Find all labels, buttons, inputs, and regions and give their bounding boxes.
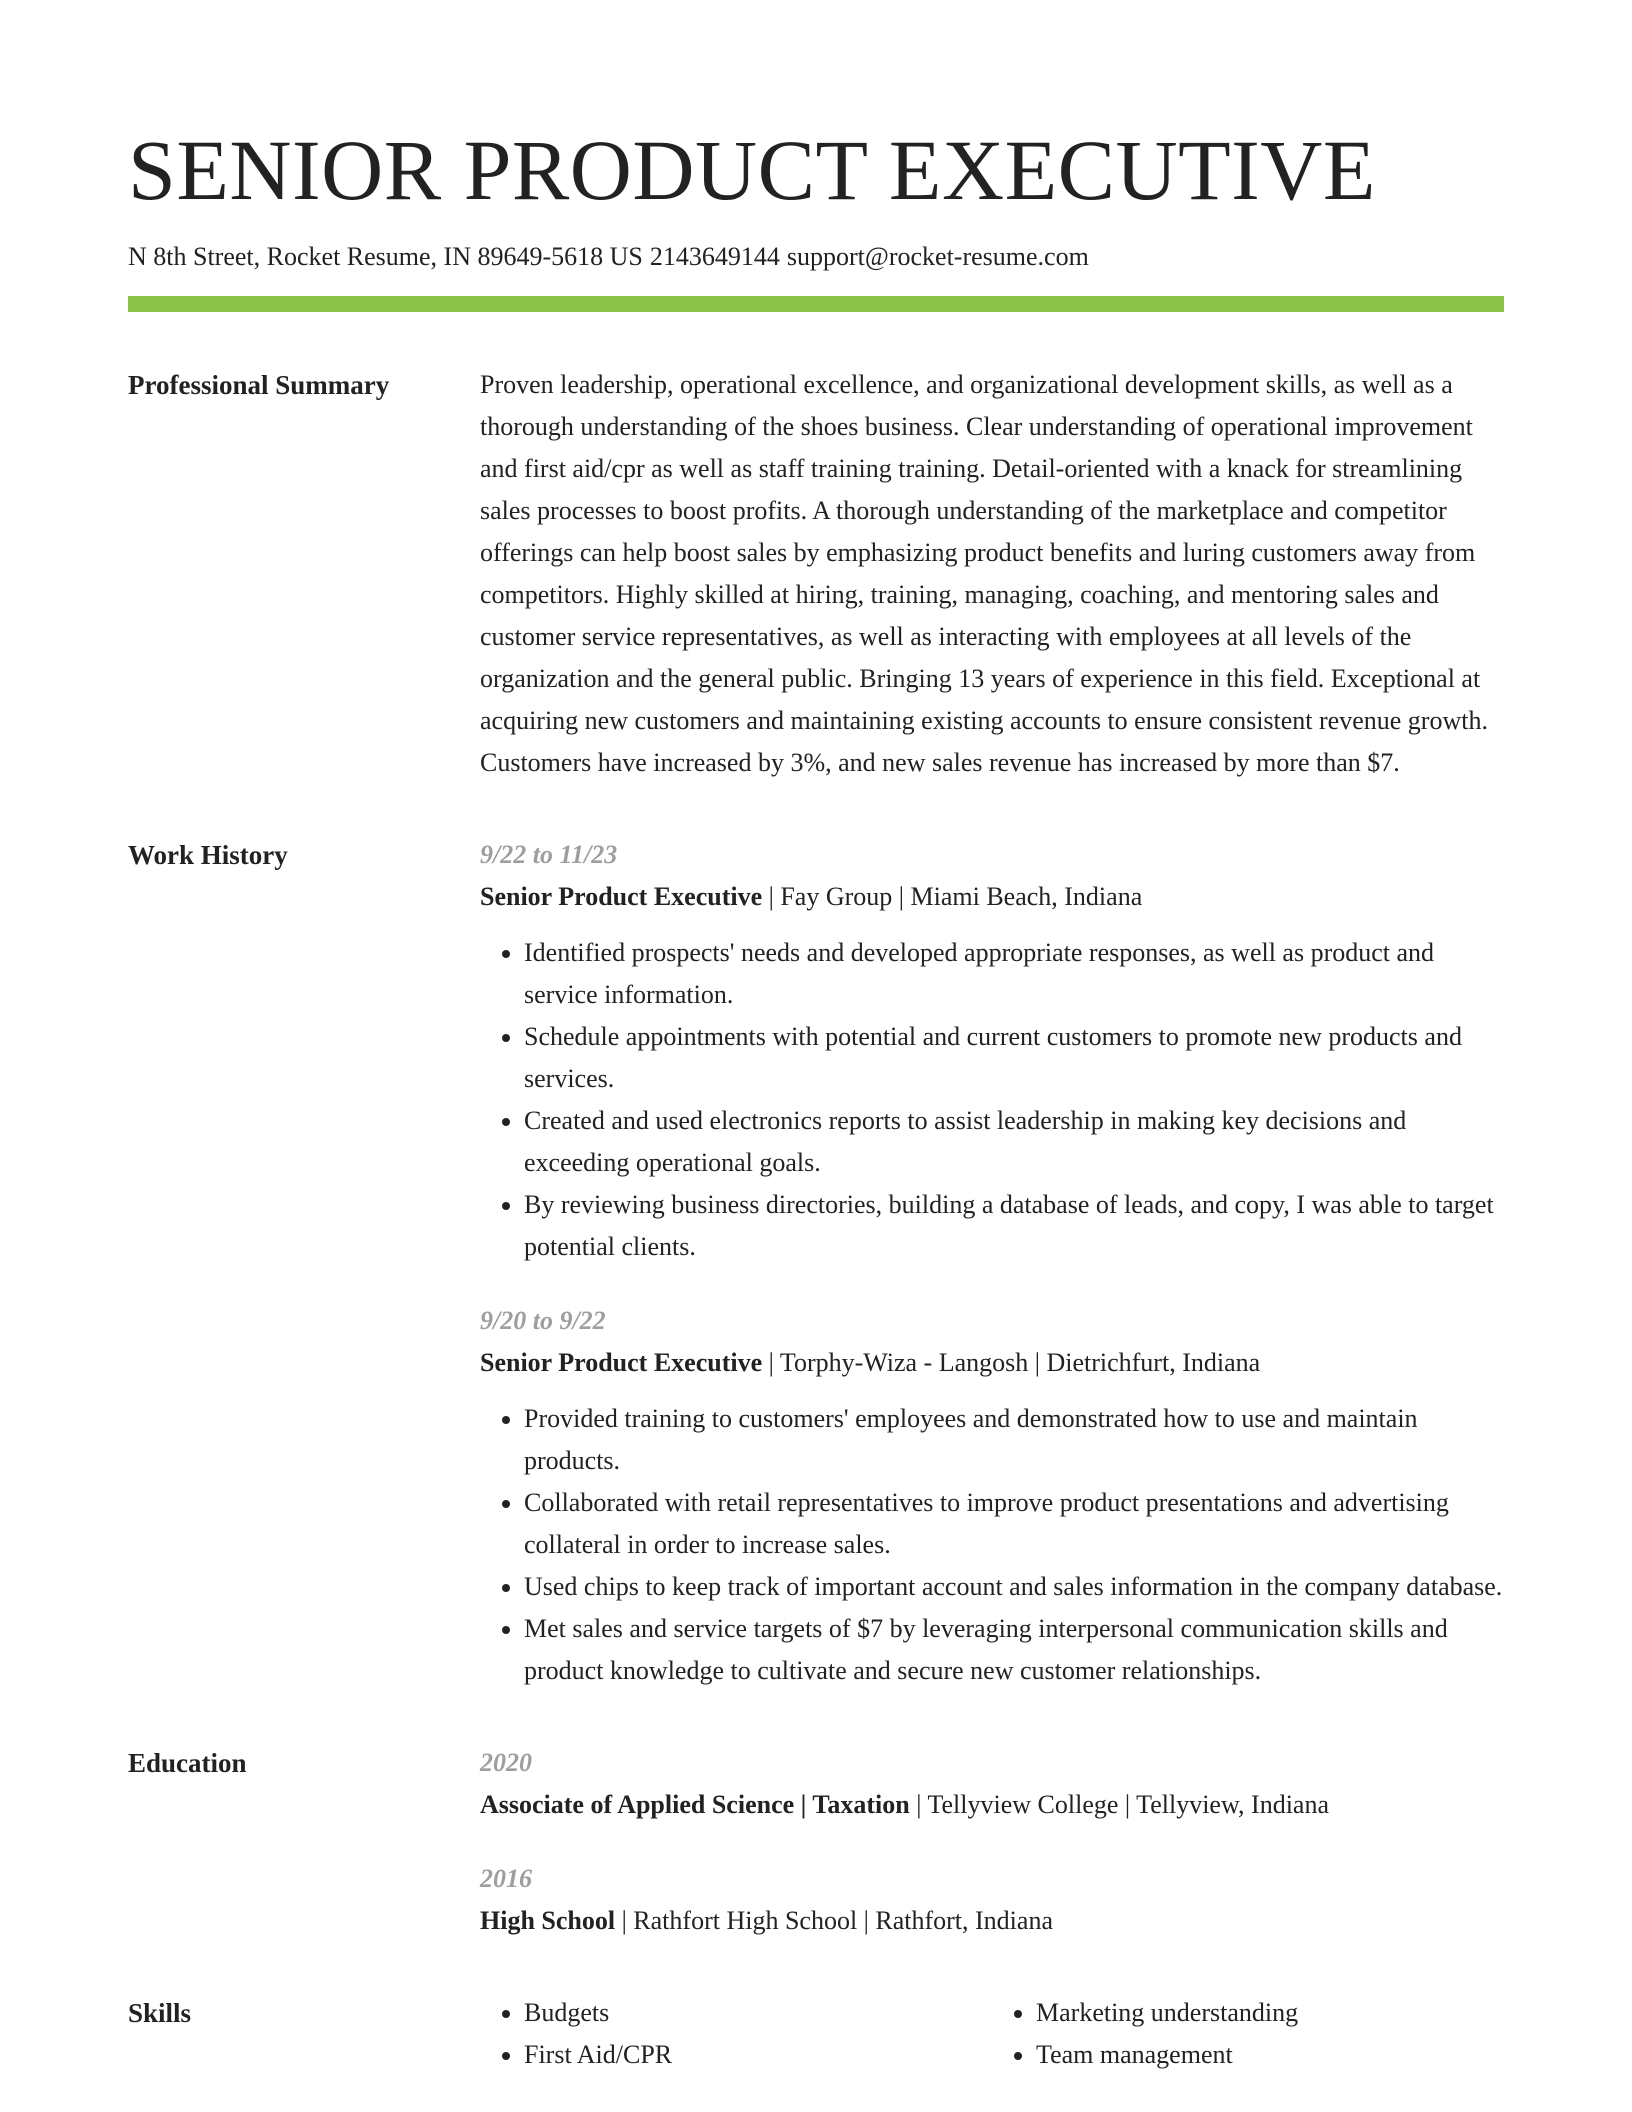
work-history-section: [128, 834, 1504, 1692]
resume-page: [128, 0, 1504, 2076]
education-heading: [480, 1900, 1504, 1942]
skill-item: • First Aid/CPR: [524, 2034, 992, 2076]
skill-item: • Budgets: [524, 1992, 992, 2034]
education-degree: High School: [480, 1906, 616, 1935]
summary-text: Proven leadership, operational excellence, and organizational development skills, as well as a thorough understanding of the shoes business. Clear understanding of operational improvement and first aid/cpr as well as staff training training. Detail-oriented with a knack for streamlining sales processes to boost profits. A thorough understanding of the marketplace and competitor offerings can help boost sales by emphasizing product benefits and luring customers away from competitors. Highly skilled at hiring, training, managing, coaching, and mentoring sales and customer service representatives, as well as interacting with employees at all levels of the organization and the general public. Bringing 13 years of experience in this field. Exceptional at acquiring new customers and maintaining existing accounts to ensure consistent revenue growth. Customers have increased by 3%, and new sales revenue has increased by more than $7.: [480, 370, 1488, 777]
summary-section: [128, 364, 1504, 784]
resume-title: SENIOR PRODUCT EXECUTIVE: [128, 122, 1376, 218]
contact-address: N 8th Street, Rocket Resume, IN 89649-5618 US: [128, 242, 643, 271]
job-entry: [480, 1300, 1504, 1692]
education-entry: [480, 1742, 1504, 1826]
education-entry: [480, 1858, 1504, 1942]
skills-columns: [480, 1992, 1504, 2076]
summary-body: [480, 364, 1504, 784]
job-title: Senior Product Executive: [480, 882, 763, 911]
accent-divider: [128, 296, 1504, 312]
education-body: [480, 1742, 1504, 1942]
job-bullets: [480, 1398, 1504, 1692]
job-bullet: • By reviewing business directories, building a database of leads, and copy, I was able to target potential clients.: [524, 1184, 1504, 1268]
education-year: 2020: [480, 1748, 532, 1777]
job-bullet: • Identified prospects' needs and developed appropriate responses, as well as product and service information.: [524, 932, 1504, 1016]
job-heading: [480, 876, 1504, 918]
job-dates: 9/22 to 11/23: [480, 840, 618, 869]
education-degree: Associate of Applied Science | Taxation: [480, 1790, 910, 1819]
job-title: Senior Product Executive: [480, 1348, 763, 1377]
job-bullet: • Met sales and service targets of $7 by leveraging interpersonal communication skills and product knowledge to cultivate and secure new customer relationships.: [524, 1608, 1504, 1692]
skill-item: • Marketing understanding: [1036, 1992, 1504, 2034]
job-details: | Torphy-Wiza - Langosh | Dietrichfurt, Indiana: [762, 1348, 1261, 1377]
job-heading: [480, 1342, 1504, 1384]
education-heading: [480, 1784, 1504, 1826]
section-label-skills: Skills: [128, 1998, 192, 2028]
section-label-work: Work History: [128, 840, 288, 870]
skills-list-left: [480, 1992, 992, 2076]
job-bullet: • Collaborated with retail representatives to improve product presentations and advertising collateral in order to increase sales.: [524, 1482, 1504, 1566]
education-year: 2016: [480, 1864, 532, 1893]
skills-section: [128, 1992, 1504, 2076]
skills-body: [480, 1992, 1504, 2076]
job-dates: 9/20 to 9/22: [480, 1306, 606, 1335]
job-bullet: • Created and used electronics reports to assist leadership in making key decisions and exceeding operational goals.: [524, 1100, 1504, 1184]
section-label-education: Education: [128, 1748, 247, 1778]
work-history-body: [480, 834, 1504, 1692]
job-bullets: [480, 932, 1504, 1268]
section-label-summary: Professional Summary: [128, 370, 390, 400]
job-bullet: • Provided training to customers' employees and demonstrated how to use and maintain products.: [524, 1398, 1504, 1482]
job-bullet: • Used chips to keep track of important account and sales information in the company database.: [524, 1566, 1504, 1608]
job-entry: [480, 834, 1504, 1268]
skill-item: • Team management: [1036, 2034, 1504, 2076]
job-details: | Fay Group | Miami Beach, Indiana: [762, 882, 1143, 911]
contact-line: [128, 240, 1504, 274]
skills-list-right: [992, 1992, 1504, 2076]
job-bullet: • Schedule appointments with potential and current customers to promote new products and services.: [524, 1016, 1504, 1100]
education-details: | Rathfort High School | Rathfort, Indiana: [615, 1906, 1053, 1935]
contact-phone: 2143649144: [649, 242, 780, 271]
education-details: | Tellyview College | Tellyview, Indiana: [909, 1790, 1330, 1819]
contact-email: support@rocket-resume.com: [786, 242, 1089, 271]
education-section: [128, 1742, 1504, 1942]
